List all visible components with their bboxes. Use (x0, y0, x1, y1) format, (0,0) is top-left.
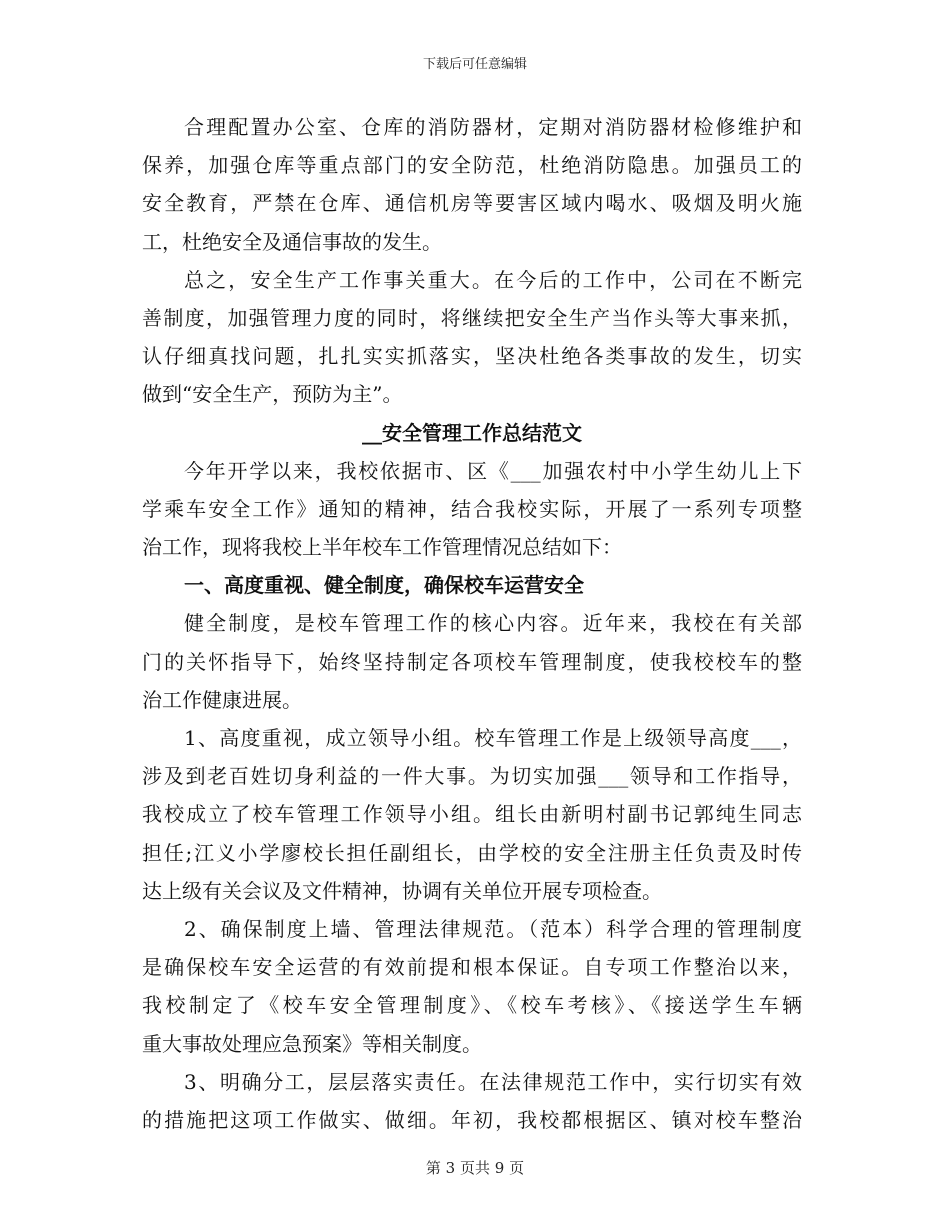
paragraph-line: 治工作，现将我校上半年校车工作管理情况总结如下： (142, 535, 622, 560)
paragraph-line: 的措施把这项工作做实、做细。年初，我校都根据区、镇对校车整治 (142, 1107, 802, 1132)
paragraph-line: 学乘车安全工作》通知的精神，结合我校实际，开展了一系列专项整 (142, 496, 802, 521)
paragraph-line: 安全教育，严禁在仓库、通信机房等要害区域内喝水、吸烟及明火施 (142, 191, 802, 216)
paragraph-line: 做到“安全生产，预防为主”。 (142, 382, 403, 407)
paragraph-line: 总之，安全生产工作事关重大。在今后的工作中，公司在不断完 (184, 267, 802, 292)
paragraph-line: 治工作健康进展。 (142, 687, 302, 712)
document-body (142, 108, 802, 1139)
paragraph-line: 工，杜绝安全及通信事故的发生。 (142, 229, 442, 254)
paragraph-line: 善制度，加强管理力度的同时，将继续把安全生产当作头等大事来抓， (142, 305, 802, 330)
paragraph-line: 达上级有关会议及文件精神，协调有关单位开展专项检查。 (142, 878, 662, 903)
paragraph-line: 我校成立了校车管理工作领导小组。组长由新明村副书记郭纯生同志 (142, 802, 802, 827)
paragraph-line: 健全制度，是校车管理工作的核心内容。近年来，我校在有关部 (184, 611, 802, 636)
section-title: __安全管理工作总结范文 (362, 420, 582, 445)
paragraph-line: 合理配置办公室、仓库的消防器材，定期对消防器材检修维护和 (184, 115, 802, 139)
paragraph-line: 担任;江义小学廖校长担任副组长，由学校的安全注册主任负责及时传 (142, 840, 802, 865)
paragraph-line: 门的关怀指导下，始终坚持制定各项校车管理制度，使我校校车的整 (142, 649, 802, 674)
paragraph-line: 今年开学以来，我校依据市、区《___加强农村中小学生幼儿上下 (184, 458, 802, 483)
paragraph-line: 涉及到老百姓切身利益的一件大事。为切实加强___领导和工作指导， (142, 764, 802, 789)
paragraph-line: 重大事故处理应急预案》等相关制度。 (142, 1031, 482, 1056)
paragraph-line: 3、明确分工，层层落实责任。在法律规范工作中，实行切实有效 (184, 1069, 802, 1094)
paragraph-line: 是确保校车安全运营的有效前提和根本保证。自专项工作整治以来， (142, 955, 802, 980)
paragraph-line: 我校制定了《校车安全管理制度》、《校车考核》、《接送学生车辆 (142, 993, 802, 1018)
paragraph-line: 保养，加强仓库等重点部门的安全防范，杜绝消防隐患。加强员工的 (142, 153, 802, 178)
page-footer: 第 3 页共 9 页 (425, 1159, 525, 1177)
paragraph-line: 1、高度重视，成立领导小组。校车管理工作是上级领导高度___， (184, 726, 802, 750)
paragraph-line: 2、确保制度上墙、管理法律规范。（范本）科学合理的管理制度 (184, 916, 802, 941)
page-header: 下载后可任意编辑 (422, 57, 527, 72)
section-heading: 一、高度重视、健全制度，确保校车运营安全 (184, 573, 584, 598)
paragraph-line: 认仔细真找问题，扎扎实实抓落实，坚决杜绝各类事故的发生，切实 (142, 344, 802, 369)
